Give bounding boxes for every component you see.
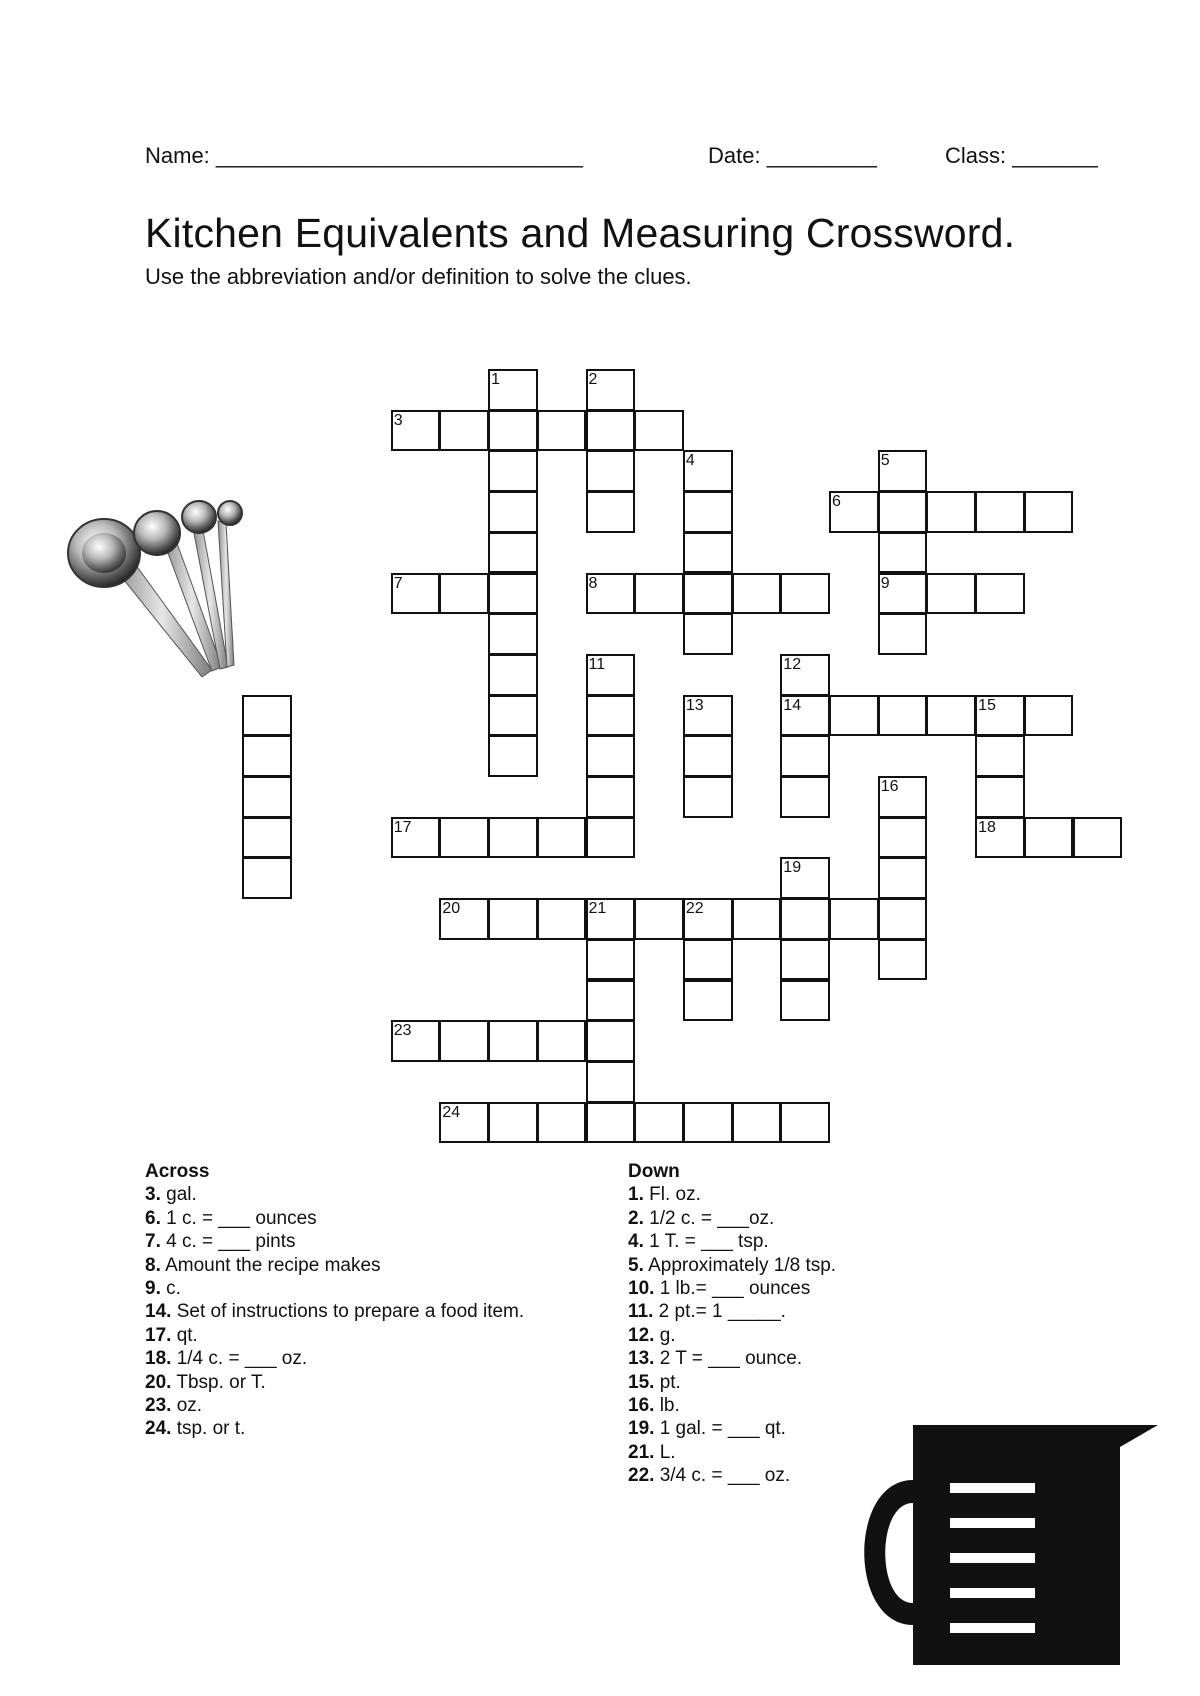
clue-item bbox=[628, 1207, 836, 1230]
crossword-cell[interactable] bbox=[242, 695, 292, 737]
crossword-cell[interactable] bbox=[439, 817, 489, 859]
crossword-cell[interactable] bbox=[586, 654, 636, 696]
clue-item-number: 23. bbox=[145, 1395, 172, 1417]
clue-number: 6 bbox=[832, 493, 841, 511]
clue-item bbox=[145, 1371, 524, 1394]
crossword-cell[interactable] bbox=[780, 735, 830, 777]
crossword-cell[interactable] bbox=[683, 735, 733, 777]
crossword-cell[interactable] bbox=[878, 450, 928, 492]
clue-item-text: oz. bbox=[171, 1395, 203, 1417]
crossword-cell[interactable] bbox=[488, 532, 538, 574]
clue-item-number: 20. bbox=[145, 1371, 172, 1393]
clue-item-number: 7. bbox=[145, 1231, 161, 1253]
clue-item bbox=[145, 1300, 524, 1323]
crossword-cell[interactable] bbox=[391, 817, 441, 859]
crossword-cell[interactable] bbox=[391, 573, 441, 615]
crossword-cell[interactable] bbox=[242, 735, 292, 777]
clue-item-text: 1/4 c. = ___ oz. bbox=[171, 1348, 308, 1370]
clue-item bbox=[628, 1230, 836, 1253]
crossword-cell[interactable] bbox=[537, 410, 587, 452]
clue-number: 2 bbox=[588, 371, 598, 388]
crossword-cell[interactable] bbox=[683, 450, 733, 492]
clue-item-text: Fl. oz. bbox=[643, 1184, 701, 1206]
clue-item-number: 18. bbox=[145, 1348, 172, 1370]
crossword-cell[interactable] bbox=[586, 980, 636, 1022]
crossword-cell[interactable] bbox=[683, 532, 733, 574]
clue-item-number: 9. bbox=[145, 1278, 161, 1300]
crossword-cell[interactable] bbox=[586, 695, 636, 737]
crossword-cell[interactable] bbox=[634, 573, 684, 615]
clue-item-text: Tbsp. or T. bbox=[171, 1371, 266, 1393]
crossword-cell[interactable] bbox=[683, 613, 733, 655]
clue-item bbox=[628, 1324, 836, 1347]
crossword-cell[interactable] bbox=[537, 1020, 587, 1062]
clue-item-number: 12. bbox=[628, 1324, 655, 1346]
clue-number: 15 bbox=[978, 696, 996, 714]
crossword-cell[interactable] bbox=[732, 573, 782, 615]
clue-number: 21 bbox=[588, 900, 607, 918]
clue-item bbox=[145, 1394, 524, 1417]
crossword-cell[interactable] bbox=[732, 1102, 782, 1144]
crossword-cell[interactable] bbox=[488, 369, 538, 411]
clue-item-number: 2. bbox=[628, 1207, 644, 1229]
clue-item-text: Amount the recipe makes bbox=[160, 1254, 381, 1276]
crossword-cell[interactable] bbox=[488, 817, 538, 859]
clue-item-text: tsp. or t. bbox=[171, 1418, 246, 1440]
crossword-cell[interactable] bbox=[1024, 817, 1074, 859]
clue-item-text: qt. bbox=[171, 1324, 198, 1346]
crossword-cell[interactable] bbox=[780, 776, 830, 818]
clue-item-text: gal. bbox=[160, 1184, 197, 1206]
crossword-cell[interactable] bbox=[586, 573, 636, 615]
clue-item bbox=[145, 1347, 524, 1370]
clue-item-number: 14. bbox=[145, 1301, 172, 1323]
crossword-cell[interactable] bbox=[537, 817, 587, 859]
crossword-cell[interactable] bbox=[780, 857, 830, 899]
clue-item-text: 1 c. = ___ ounces bbox=[160, 1207, 317, 1229]
crossword-cell[interactable] bbox=[586, 776, 636, 818]
crossword-cell[interactable] bbox=[439, 573, 489, 615]
name-field[interactable]: Name: ______________________________ bbox=[145, 143, 583, 168]
clue-number: 4 bbox=[685, 452, 695, 470]
crossword-cell[interactable] bbox=[878, 573, 928, 615]
clue-number: 23 bbox=[393, 1022, 412, 1040]
crossword-cell[interactable] bbox=[975, 573, 1025, 615]
clue-item bbox=[628, 1441, 836, 1464]
crossword-cell[interactable] bbox=[683, 695, 733, 737]
clue-item-number: 15. bbox=[628, 1371, 655, 1393]
crossword-cell[interactable] bbox=[683, 573, 733, 615]
crossword-cell[interactable] bbox=[683, 980, 733, 1022]
crossword-cell[interactable] bbox=[780, 695, 830, 737]
crossword-cell[interactable] bbox=[488, 450, 538, 492]
clue-item bbox=[628, 1347, 836, 1370]
crossword-cell[interactable] bbox=[878, 776, 928, 818]
crossword-cell[interactable] bbox=[1073, 817, 1123, 859]
clue-item-text: Approximately 1/8 tsp. bbox=[643, 1254, 837, 1276]
crossword-cell[interactable] bbox=[634, 410, 684, 452]
crossword-cell[interactable] bbox=[975, 491, 1025, 533]
crossword-cell[interactable] bbox=[242, 857, 292, 899]
crossword-cell[interactable] bbox=[878, 939, 928, 981]
clue-item-number: 6. bbox=[145, 1207, 161, 1229]
crossword-cell[interactable] bbox=[634, 898, 684, 940]
clue-number: 20 bbox=[442, 900, 461, 918]
clue-item-text: 2 T = ___ ounce. bbox=[654, 1348, 803, 1370]
clue-item bbox=[628, 1464, 836, 1487]
crossword-cell[interactable] bbox=[439, 410, 489, 452]
crossword-cell[interactable] bbox=[488, 1020, 538, 1062]
crossword-cell[interactable] bbox=[975, 817, 1025, 859]
clue-item-text: 2 pt.= 1 _____. bbox=[653, 1301, 786, 1323]
across-clue-list bbox=[145, 1183, 524, 1440]
clue-number: 12 bbox=[783, 655, 802, 673]
clue-item bbox=[628, 1277, 836, 1300]
clue-item-text: g. bbox=[654, 1324, 676, 1346]
clue-item-number: 16. bbox=[628, 1395, 655, 1417]
crossword-cell[interactable] bbox=[586, 1061, 636, 1103]
crossword-cell[interactable] bbox=[488, 898, 538, 940]
crossword-cell[interactable] bbox=[732, 898, 782, 940]
crossword-cell[interactable] bbox=[586, 939, 636, 981]
crossword-cell[interactable] bbox=[1024, 695, 1074, 737]
crossword-cell[interactable] bbox=[586, 491, 636, 533]
crossword-cell[interactable] bbox=[439, 898, 489, 940]
crossword-cell[interactable] bbox=[878, 532, 928, 574]
date-field[interactable]: Date: _________ bbox=[708, 143, 877, 168]
clue-item-number: 21. bbox=[628, 1441, 655, 1463]
clue-item-number: 3. bbox=[145, 1184, 161, 1206]
clue-item bbox=[145, 1277, 524, 1300]
crossword-cell[interactable] bbox=[488, 613, 538, 655]
crossword-cell[interactable] bbox=[878, 898, 928, 940]
class-field[interactable]: Class: _______ bbox=[945, 143, 1098, 168]
crossword-cell[interactable] bbox=[780, 573, 830, 615]
clue-item-number: 19. bbox=[628, 1418, 655, 1440]
clue-item-text: pt. bbox=[654, 1371, 681, 1393]
page-title: Kitchen Equivalents and Measuring Crossword. bbox=[145, 210, 1016, 256]
measuring-cup-icon bbox=[858, 1425, 1168, 1665]
crossword-cell[interactable] bbox=[975, 776, 1025, 818]
clue-number: 16 bbox=[880, 778, 899, 795]
crossword-cell[interactable] bbox=[391, 410, 441, 452]
down-heading: Down bbox=[628, 1161, 680, 1182]
crossword-cell[interactable] bbox=[829, 695, 879, 737]
crossword-cell[interactable] bbox=[488, 695, 538, 737]
crossword-cell[interactable] bbox=[780, 654, 830, 696]
down-clues bbox=[628, 1160, 836, 1488]
clue-item bbox=[628, 1183, 836, 1206]
crossword-cell[interactable] bbox=[1024, 491, 1074, 533]
clue-item-text: 1 T. = ___ tsp. bbox=[643, 1231, 769, 1253]
crossword-cell[interactable] bbox=[829, 898, 879, 940]
crossword-cell[interactable] bbox=[586, 898, 636, 940]
crossword-cell[interactable] bbox=[975, 695, 1025, 737]
measuring-spoons-icon bbox=[62, 495, 262, 685]
crossword-cell[interactable] bbox=[780, 1102, 830, 1144]
clue-item bbox=[145, 1207, 524, 1230]
clue-item-text: L. bbox=[654, 1441, 676, 1463]
crossword-cell[interactable] bbox=[780, 939, 830, 981]
crossword-cell[interactable] bbox=[242, 776, 292, 818]
crossword-cell[interactable] bbox=[586, 369, 636, 411]
crossword-cell[interactable] bbox=[488, 1102, 538, 1144]
clue-number: 9 bbox=[880, 574, 890, 592]
crossword-cell[interactable] bbox=[683, 491, 733, 533]
clue-item-number: 13. bbox=[628, 1348, 655, 1370]
crossword-cell[interactable] bbox=[780, 898, 830, 940]
crossword-cell[interactable] bbox=[537, 1102, 587, 1144]
clue-item-text: 1 lb.= ___ ounces bbox=[654, 1278, 811, 1300]
clue-number: 19 bbox=[783, 859, 802, 877]
clue-item bbox=[628, 1300, 836, 1323]
crossword-cell[interactable] bbox=[878, 857, 928, 899]
crossword-cell[interactable] bbox=[242, 817, 292, 859]
crossword-cell[interactable] bbox=[683, 939, 733, 981]
clue-item bbox=[145, 1417, 524, 1440]
clue-item-text: 3/4 c. = ___ oz. bbox=[654, 1465, 791, 1487]
crossword-cell[interactable] bbox=[488, 410, 538, 452]
crossword-cell[interactable] bbox=[878, 817, 928, 859]
crossword-cell[interactable] bbox=[926, 491, 976, 533]
crossword-cell[interactable] bbox=[586, 1020, 636, 1062]
clue-item-number: 10. bbox=[628, 1278, 655, 1300]
crossword-cell[interactable] bbox=[829, 491, 879, 533]
crossword-cell[interactable] bbox=[488, 654, 538, 696]
clue-item-text: c. bbox=[160, 1278, 181, 1300]
clue-item-text: Set of instructions to prepare a food item. bbox=[171, 1301, 525, 1323]
clue-item bbox=[628, 1254, 836, 1277]
crossword-cell[interactable] bbox=[586, 735, 636, 777]
clue-item-number: 4. bbox=[628, 1231, 644, 1253]
page-subtitle: Use the abbreviation and/or definition to solve the clues. bbox=[145, 264, 692, 289]
crossword-cell[interactable] bbox=[975, 735, 1025, 777]
crossword-cell[interactable] bbox=[586, 817, 636, 859]
clue-number: 11 bbox=[588, 655, 606, 673]
crossword-cell[interactable] bbox=[439, 1102, 489, 1144]
crossword-cell[interactable] bbox=[488, 735, 538, 777]
clue-number: 13 bbox=[685, 696, 704, 714]
clue-item-text: lb. bbox=[654, 1395, 680, 1417]
crossword-cell[interactable] bbox=[439, 1020, 489, 1062]
clue-item-text: 1 gal. = ___ qt. bbox=[654, 1418, 786, 1440]
across-clues bbox=[145, 1160, 524, 1441]
crossword-cell[interactable] bbox=[537, 898, 587, 940]
clue-item bbox=[628, 1417, 836, 1440]
crossword-cell[interactable] bbox=[926, 573, 976, 615]
clue-item-number: 5. bbox=[628, 1254, 644, 1276]
clue-number: 1 bbox=[491, 371, 500, 388]
clue-item bbox=[145, 1230, 524, 1253]
crossword-cell[interactable] bbox=[586, 410, 636, 452]
clue-item-number: 8. bbox=[145, 1254, 161, 1276]
clue-number: 7 bbox=[393, 574, 403, 592]
clue-number: 24 bbox=[442, 1103, 461, 1121]
clue-item bbox=[145, 1254, 524, 1277]
crossword-cell[interactable] bbox=[878, 491, 928, 533]
clue-item-number: 22. bbox=[628, 1465, 655, 1487]
clue-item bbox=[145, 1324, 524, 1347]
down-clue-list bbox=[628, 1183, 836, 1487]
crossword-cell[interactable] bbox=[878, 613, 928, 655]
clue-item-text: 1/2 c. = ___oz. bbox=[643, 1207, 775, 1229]
clue-number: 18 bbox=[978, 818, 996, 836]
clue-item bbox=[145, 1183, 524, 1206]
crossword-cell[interactable] bbox=[634, 1102, 684, 1144]
crossword-cell[interactable] bbox=[488, 573, 538, 615]
clue-item-number: 17. bbox=[145, 1324, 172, 1346]
clue-number: 3 bbox=[393, 411, 403, 429]
clue-item-number: 11. bbox=[628, 1301, 654, 1323]
crossword-cell[interactable] bbox=[391, 1020, 441, 1062]
clue-number: 8 bbox=[588, 574, 598, 592]
crossword-cell[interactable] bbox=[926, 695, 976, 737]
crossword-cell[interactable] bbox=[780, 980, 830, 1022]
clue-item bbox=[628, 1394, 836, 1417]
clue-number: 5 bbox=[880, 452, 890, 470]
clue-item bbox=[628, 1371, 836, 1394]
clue-number: 17 bbox=[393, 818, 412, 836]
clue-item-number: 24. bbox=[145, 1418, 172, 1440]
crossword-cell[interactable] bbox=[683, 1102, 733, 1144]
clue-number: 14 bbox=[783, 696, 802, 714]
crossword-cell[interactable] bbox=[586, 450, 636, 492]
crossword-cell[interactable] bbox=[586, 1102, 636, 1144]
crossword-cell[interactable] bbox=[878, 695, 928, 737]
clue-item-text: 4 c. = ___ pints bbox=[160, 1231, 296, 1253]
clue-number: 22 bbox=[685, 900, 704, 918]
crossword-cell[interactable] bbox=[683, 898, 733, 940]
crossword-cell[interactable] bbox=[488, 491, 538, 533]
crossword-cell[interactable] bbox=[683, 776, 733, 818]
clue-item-number: 1. bbox=[628, 1184, 644, 1206]
across-heading: Across bbox=[145, 1161, 210, 1182]
